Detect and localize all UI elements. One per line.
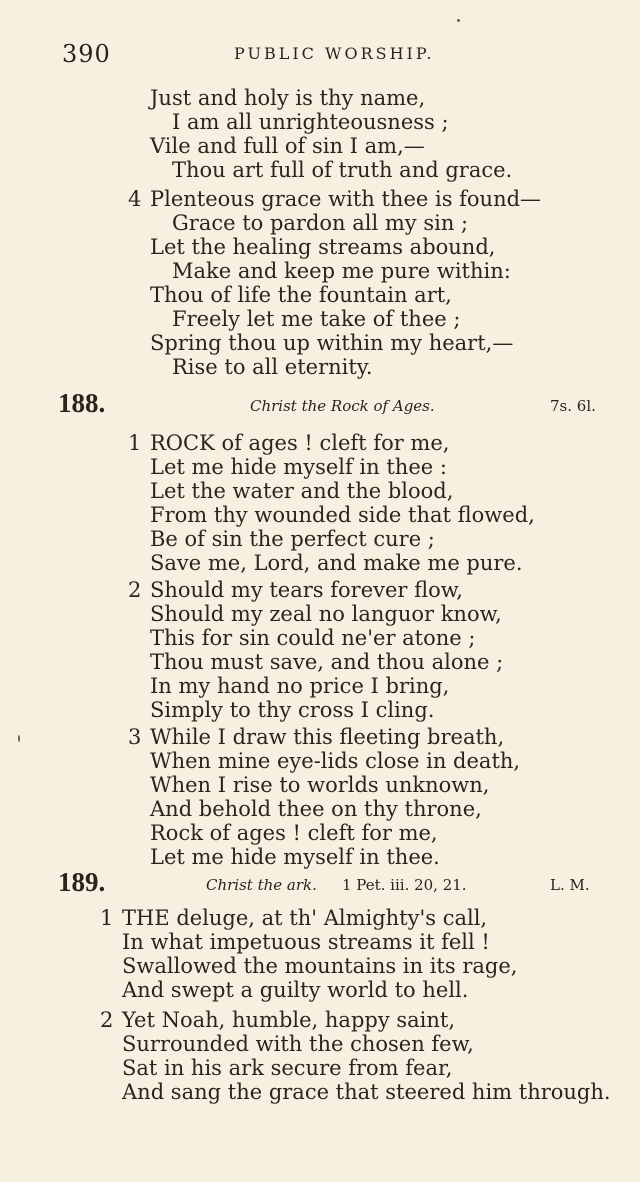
hymn-title: Christ the Rock of Ages.	[250, 397, 435, 415]
stanza-number: 1	[100, 906, 114, 930]
stanza-number: 2	[100, 1008, 114, 1032]
verse-line: I am all unrighteousness ;	[172, 110, 449, 134]
verse-line: And sang the grace that steered him through.	[122, 1080, 611, 1104]
verse-line: ROCK of ages ! cleft for me,	[150, 431, 450, 455]
verse-line: THE deluge, at th' Almighty's call,	[122, 906, 488, 930]
stanza-number: 4	[128, 187, 142, 211]
running-head: PUBLIC WORSHIP.	[234, 44, 435, 63]
verse-line: When I rise to worlds unknown,	[150, 773, 490, 797]
verse-line: Rise to all eternity.	[172, 355, 373, 379]
verse-line: Be of sin the perfect cure ;	[150, 527, 435, 551]
hymn-meter: 7s. 6l.	[550, 397, 596, 415]
verse-line: Swallowed the mountains in its rage,	[122, 954, 518, 978]
verse-line: And behold thee on thy throne,	[150, 797, 482, 821]
stanza-number: 1	[128, 431, 142, 455]
verse-line: Vile and full of sin I am,—	[150, 134, 425, 158]
hymn-meter: L. M.	[550, 876, 590, 894]
verse-line: Make and keep me pure within:	[172, 259, 511, 283]
verse-line: Should my zeal no languor know,	[150, 602, 502, 626]
ink-speck	[18, 735, 20, 742]
verse-line: Yet Noah, humble, happy saint,	[122, 1008, 456, 1032]
verse-line: When mine eye-lids close in death,	[150, 749, 521, 773]
verse-line: Rock of ages ! cleft for me,	[150, 821, 438, 845]
verse-line: Surrounded with the chosen few,	[122, 1032, 474, 1056]
verse-line: Let me hide myself in thee.	[150, 845, 440, 869]
verse-line: Save me, Lord, and make me pure.	[150, 551, 523, 575]
verse-line: Thou of life the fountain art,	[150, 283, 452, 307]
scripture-reference: 1 Pet. iii. 20, 21.	[342, 876, 467, 894]
verse-line: Thou must save, and thou alone ;	[150, 650, 504, 674]
verse-line: Let the healing streams abound,	[150, 235, 496, 259]
verse-line: Should my tears forever flow,	[150, 578, 463, 602]
verse-line: Let me hide myself in thee :	[150, 455, 447, 479]
verse-line: Grace to pardon all my sin ;	[172, 211, 469, 235]
verse-line: While I draw this fleeting breath,	[150, 725, 505, 749]
verse-line: And swept a guilty world to hell.	[122, 978, 469, 1002]
stanza-number: 2	[128, 578, 142, 602]
verse-line: Let the water and the blood,	[150, 479, 454, 503]
verse-line: This for sin could ne'er atone ;	[150, 626, 476, 650]
verse-line: Simply to thy cross I cling.	[150, 698, 435, 722]
ink-speck	[457, 19, 460, 22]
verse-line: From thy wounded side that flowed,	[150, 503, 535, 527]
page-header	[62, 40, 582, 70]
verse-line: In my hand no price I bring,	[150, 674, 450, 698]
stanza-number: 3	[128, 725, 142, 749]
verse-line: Spring thou up within my heart,—	[150, 331, 514, 355]
hymn-title: Christ the ark.	[206, 876, 317, 894]
verse-line: Just and holy is thy name,	[150, 86, 426, 110]
verse-line: In what impetuous streams it fell !	[122, 930, 490, 954]
verse-line: Thou art full of truth and grace.	[172, 158, 513, 182]
verse-line: Sat in his ark secure from fear,	[122, 1056, 453, 1080]
verse-line: Plenteous grace with thee is found—	[150, 187, 542, 211]
hymn-number: 189.	[58, 867, 106, 897]
hymn-number: 188.	[58, 388, 106, 418]
page-number: 390	[62, 40, 111, 68]
verse-line: Freely let me take of thee ;	[172, 307, 461, 331]
